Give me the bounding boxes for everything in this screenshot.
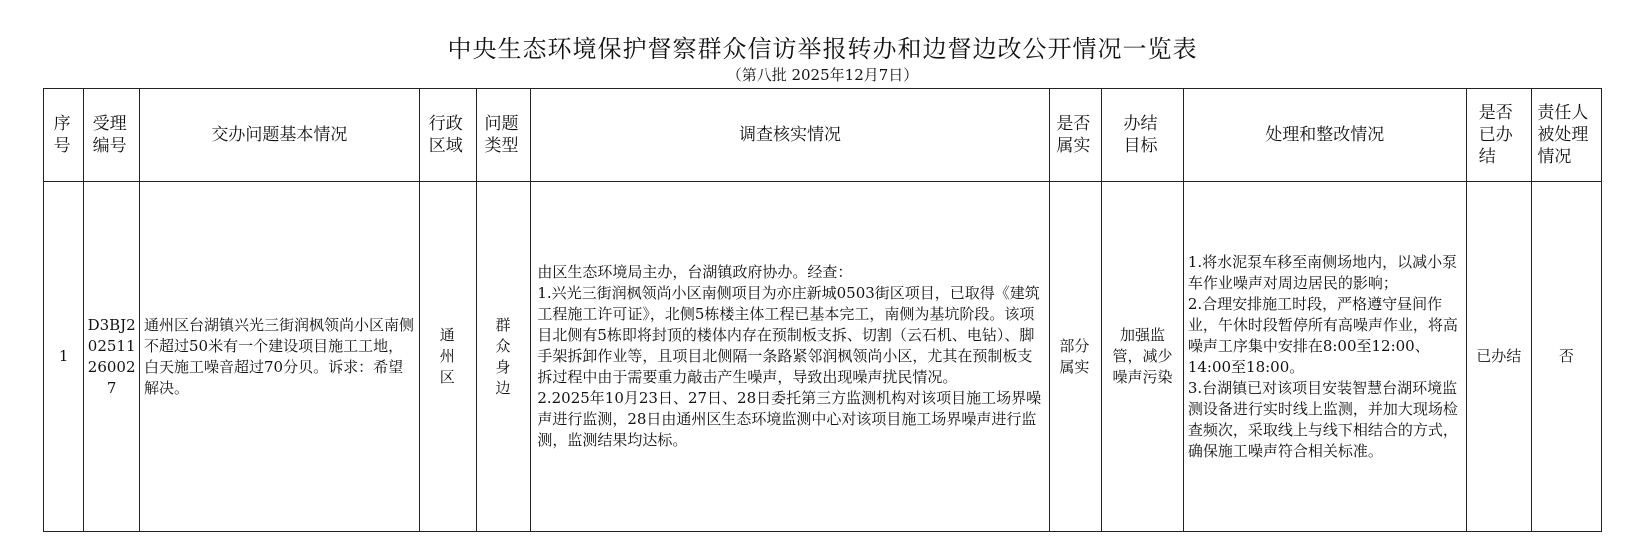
cell-accountability: 否 — [1531, 182, 1601, 532]
header-goal: 办结目标 — [1102, 89, 1184, 182]
cell-handling: 1.将水泥泵车移至南侧场地内，以减小泵车作业噪声对周边居民的影响； 2.合理安排施工时段，严格遵守昼间作业，午休时段暂停所有高噪声作业，将高噪声工序集中安排在8:00至12:00、14:00至18:00。 3.台湖镇已对该项目安装智慧台湖环境监测设备进行实时线上监测，并加大现场检查频次，采取线上与线下相结合的方式，确保施工噪声符合相关标准。 — [1183, 182, 1466, 532]
cell-region: 通州区 — [419, 182, 476, 532]
table-row — [44, 182, 1602, 532]
cell-basic: 通州区台湖镇兴光三街润枫领尚小区南侧不超过50米有一个建设项目施工工地，白天施工噪音超过70分贝。诉求：希望解决。 — [140, 182, 420, 532]
complaint-table — [43, 88, 1602, 532]
header-region: 行政区域 — [419, 89, 476, 182]
header-accountability: 责任人被处理情况 — [1531, 89, 1601, 182]
header-closed: 是否已办结 — [1466, 89, 1531, 182]
document-subtitle: （第八批 2025年12月7日） — [726, 66, 919, 84]
header-handling: 处理和整改情况 — [1183, 89, 1466, 182]
header-seq: 序号 — [44, 89, 84, 182]
header-verified: 是否属实 — [1049, 89, 1102, 182]
cell-goal: 加强监管，减少噪声污染 — [1102, 182, 1184, 532]
document-title: 中央生态环境保护督察群众信访举报转办和边督边改公开情况一览表 — [447, 35, 1198, 63]
cell-verified: 部分属实 — [1049, 182, 1102, 532]
cell-investigation: 由区生态环境局主办，台湖镇政府协办。经查： 1.兴光三街润枫领尚小区南侧项目为亦庄新城0503街区项目，已取得《建筑工程施工许可证》，北侧5栋楼主体工程已基本完工，南侧为基坑阶段。该项目北侧有5栋即将封顶的楼体内存在预制板支拆、切割（云石机、电钻）、脚手架拆卸作业等，且项目北侧隔一条路紧邻润枫领尚小区，尤其在预制板支拆过程中由于需要重力敲击产生噪声，导致出现噪声扰民情况。 2.2025年10月23日、27日、28日委托第三方监测机构对该项目施工场界噪声进行监测，28日由通州区生态环境监测中心对该项目施工场界噪声进行监测，监测结果均达标。 — [531, 182, 1049, 532]
cell-id: D3BJ202511260027 — [84, 182, 140, 532]
table-header-row — [44, 89, 1602, 182]
header-basic: 交办问题基本情况 — [140, 89, 420, 182]
cell-seq: 1 — [44, 182, 84, 532]
cell-closed: 已办结 — [1466, 182, 1531, 532]
header-investigation: 调查核实情况 — [531, 89, 1049, 182]
cell-type: 群众身边 — [476, 182, 531, 532]
header-type: 问题类型 — [476, 89, 531, 182]
header-id: 受理编号 — [84, 89, 140, 182]
